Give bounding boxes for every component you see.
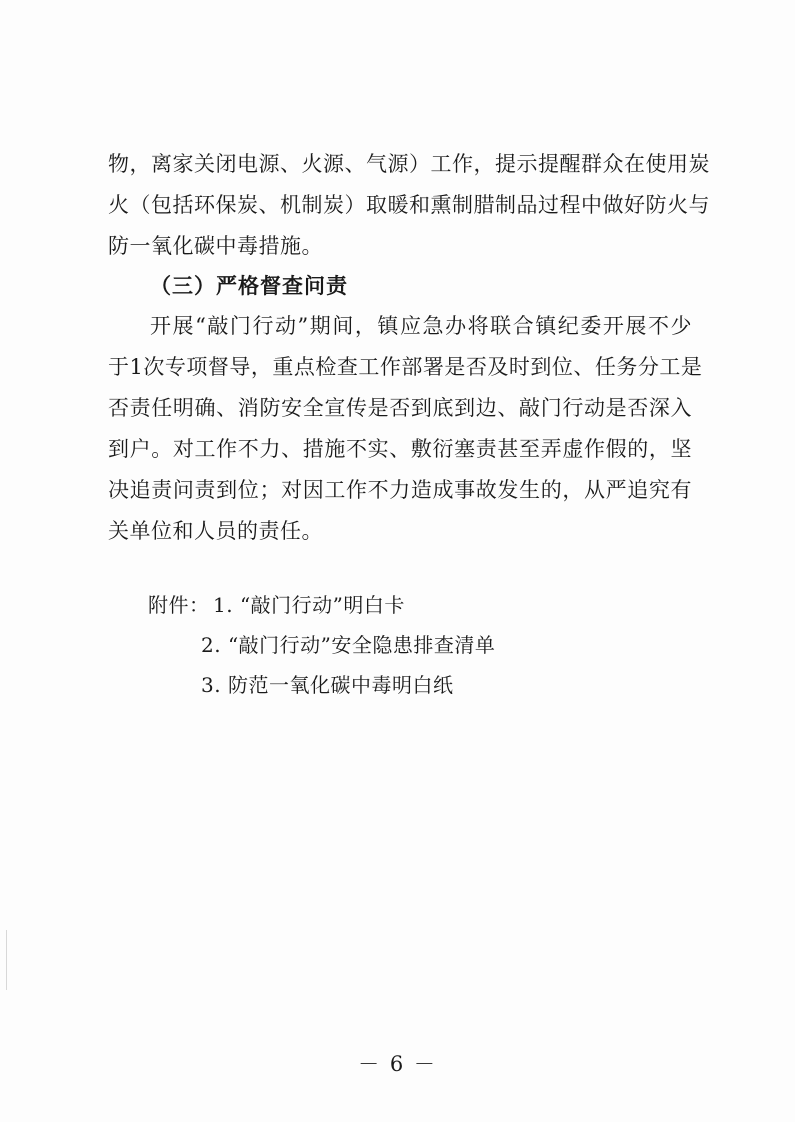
attachments-label: 附件： xyxy=(148,593,210,617)
paragraph-line: 关单位和人员的责任。 xyxy=(108,519,323,543)
attachment-item: 3. 防范一氧化碳中毒明白纸 xyxy=(201,673,454,697)
paragraph-line: 火（包括环保炭、机制炭）取暖和熏制腊制品过程中做好防火与 xyxy=(108,193,710,217)
paragraph-line: 开展“敲门行动”期间，镇应急办将联合镇纪委开展不少 xyxy=(150,314,692,338)
paragraph-line: 物，离家关闭电源、火源、气源）工作，提示提醒群众在使用炭 xyxy=(108,152,710,176)
paragraph-line: 到户。对工作不力、措施不实、敷衍塞责甚至弄虚作假的，坚 xyxy=(108,437,692,461)
paragraph-line: 否责任明确、消防安全宣传是否到底到边、敲门行动是否深入 xyxy=(108,396,692,420)
attachment-item: 1. “敲门行动”明白卡 xyxy=(213,593,405,617)
paragraph-line: 于1次专项督导，重点检查工作部署是否及时到位、任务分工是 xyxy=(108,355,703,379)
paragraph-line: 决追责问责到位；对因工作不力造成事故发生的，从严追究有 xyxy=(108,478,692,502)
attachment-item: 2. “敲门行动”安全隐患排查清单 xyxy=(201,633,496,657)
paragraph-line: 防一氧化碳中毒措施。 xyxy=(108,234,323,258)
page-number: － 6 － xyxy=(358,1052,437,1076)
paragraph-supervision xyxy=(108,306,703,552)
section-heading: （三）严格督查问责 xyxy=(150,274,348,298)
paragraph-fire-safety xyxy=(108,144,710,267)
scan-edge-mark xyxy=(6,930,7,990)
